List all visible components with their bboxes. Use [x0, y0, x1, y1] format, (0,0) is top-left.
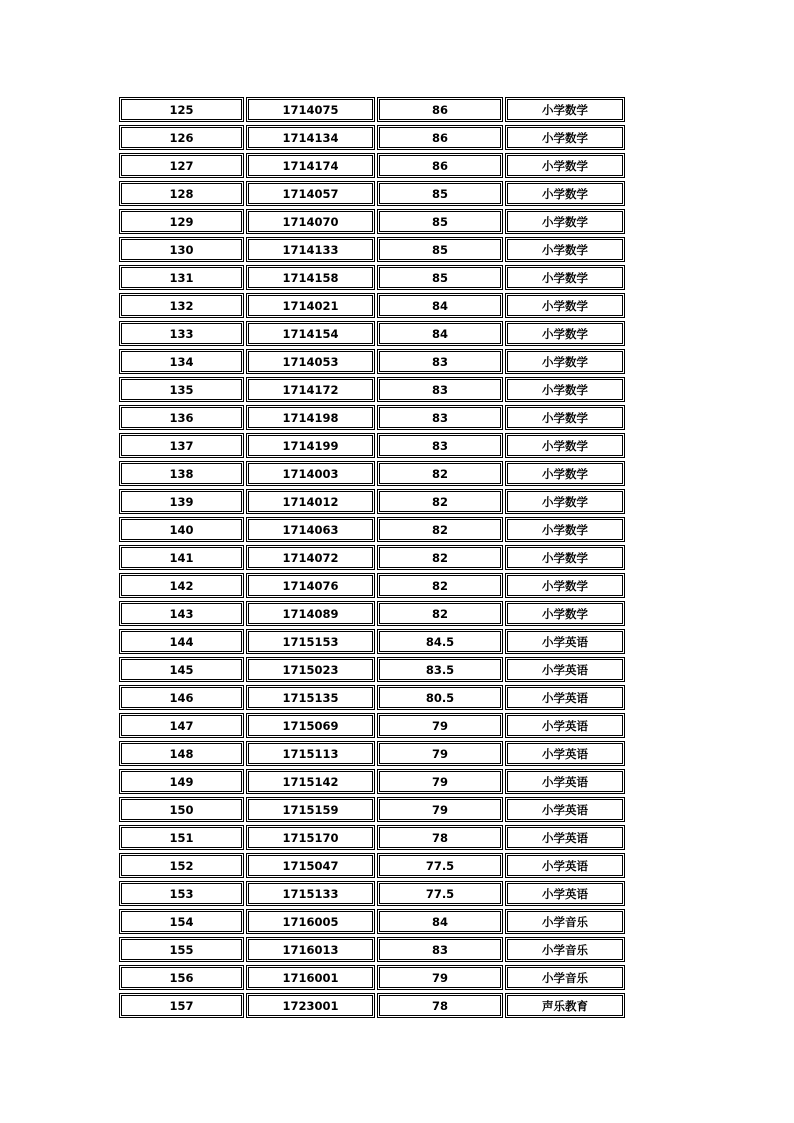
table-row	[119, 965, 625, 993]
cell-rank: 156	[119, 965, 244, 990]
cell-id: 1715153	[246, 629, 375, 654]
cell-score: 79	[377, 965, 503, 990]
cell-score: 77.5	[377, 881, 503, 906]
cell-id: 1714158	[246, 265, 375, 290]
cell-rank: 154	[119, 909, 244, 934]
cell-subject: 小学数学	[505, 181, 625, 206]
cell-subject: 声乐教育	[505, 993, 625, 1018]
cell-score: 83	[377, 937, 503, 962]
cell-id: 1715069	[246, 713, 375, 738]
table-row	[119, 601, 625, 629]
table-row	[119, 349, 625, 377]
cell-subject: 小学数学	[505, 97, 625, 122]
cell-score: 86	[377, 97, 503, 122]
cell-id: 1714063	[246, 517, 375, 542]
table-row	[119, 321, 625, 349]
cell-score: 84	[377, 293, 503, 318]
cell-score: 84	[377, 321, 503, 346]
cell-subject: 小学数学	[505, 433, 625, 458]
cell-score: 82	[377, 517, 503, 542]
cell-id: 1715170	[246, 825, 375, 850]
table-row	[119, 685, 625, 713]
cell-rank: 132	[119, 293, 244, 318]
cell-subject: 小学英语	[505, 825, 625, 850]
table-row	[119, 517, 625, 545]
cell-subject: 小学数学	[505, 321, 625, 346]
cell-id: 1714089	[246, 601, 375, 626]
table-row	[119, 853, 625, 881]
cell-score: 79	[377, 797, 503, 822]
cell-id: 1714021	[246, 293, 375, 318]
cell-id: 1723001	[246, 993, 375, 1018]
cell-subject: 小学数学	[505, 125, 625, 150]
cell-subject: 小学数学	[505, 517, 625, 542]
cell-id: 1714154	[246, 321, 375, 346]
cell-id: 1714053	[246, 349, 375, 374]
cell-rank: 149	[119, 769, 244, 794]
cell-id: 1714003	[246, 461, 375, 486]
cell-subject: 小学英语	[505, 713, 625, 738]
cell-id: 1716005	[246, 909, 375, 934]
cell-subject: 小学英语	[505, 797, 625, 822]
cell-subject: 小学音乐	[505, 909, 625, 934]
cell-score: 83	[377, 377, 503, 402]
cell-id: 1715142	[246, 769, 375, 794]
table-row	[119, 489, 625, 517]
cell-score: 77.5	[377, 853, 503, 878]
cell-subject: 小学数学	[505, 461, 625, 486]
cell-score: 83	[377, 433, 503, 458]
cell-subject: 小学数学	[505, 265, 625, 290]
cell-subject: 小学数学	[505, 153, 625, 178]
cell-id: 1716013	[246, 937, 375, 962]
cell-id: 1715135	[246, 685, 375, 710]
cell-subject: 小学英语	[505, 657, 625, 682]
cell-rank: 136	[119, 405, 244, 430]
cell-id: 1714134	[246, 125, 375, 150]
cell-score: 85	[377, 265, 503, 290]
table-row	[119, 181, 625, 209]
cell-rank: 127	[119, 153, 244, 178]
cell-subject: 小学数学	[505, 377, 625, 402]
cell-rank: 137	[119, 433, 244, 458]
cell-score: 79	[377, 769, 503, 794]
cell-score: 85	[377, 181, 503, 206]
cell-rank: 146	[119, 685, 244, 710]
cell-rank: 135	[119, 377, 244, 402]
table-row	[119, 237, 625, 265]
table-row	[119, 797, 625, 825]
cell-rank: 141	[119, 545, 244, 570]
cell-id: 1714072	[246, 545, 375, 570]
cell-rank: 130	[119, 237, 244, 262]
cell-id: 1716001	[246, 965, 375, 990]
cell-rank: 142	[119, 573, 244, 598]
cell-id: 1715047	[246, 853, 375, 878]
cell-score: 83	[377, 405, 503, 430]
cell-subject: 小学数学	[505, 573, 625, 598]
cell-id: 1714133	[246, 237, 375, 262]
cell-id: 1714057	[246, 181, 375, 206]
table-row	[119, 461, 625, 489]
cell-score: 82	[377, 489, 503, 514]
cell-score: 85	[377, 237, 503, 262]
cell-rank: 134	[119, 349, 244, 374]
table-row	[119, 657, 625, 685]
cell-rank: 151	[119, 825, 244, 850]
cell-subject: 小学数学	[505, 293, 625, 318]
cell-rank: 129	[119, 209, 244, 234]
cell-rank: 143	[119, 601, 244, 626]
cell-rank: 128	[119, 181, 244, 206]
cell-rank: 147	[119, 713, 244, 738]
table-row	[119, 993, 625, 1021]
table-row	[119, 825, 625, 853]
cell-subject: 小学数学	[505, 405, 625, 430]
cell-id: 1714070	[246, 209, 375, 234]
cell-subject: 小学音乐	[505, 965, 625, 990]
cell-id: 1714199	[246, 433, 375, 458]
cell-subject: 小学英语	[505, 741, 625, 766]
cell-rank: 140	[119, 517, 244, 542]
table-row	[119, 125, 625, 153]
table-row	[119, 377, 625, 405]
cell-rank: 153	[119, 881, 244, 906]
cell-rank: 152	[119, 853, 244, 878]
cell-score: 82	[377, 573, 503, 598]
cell-rank: 148	[119, 741, 244, 766]
cell-subject: 小学数学	[505, 601, 625, 626]
cell-subject: 小学数学	[505, 349, 625, 374]
cell-score: 78	[377, 825, 503, 850]
table-row	[119, 433, 625, 461]
table-row	[119, 741, 625, 769]
cell-id: 1715113	[246, 741, 375, 766]
cell-id: 1715159	[246, 797, 375, 822]
cell-subject: 小学英语	[505, 685, 625, 710]
cell-rank: 126	[119, 125, 244, 150]
cell-rank: 139	[119, 489, 244, 514]
table-row	[119, 909, 625, 937]
cell-subject: 小学英语	[505, 881, 625, 906]
table-row	[119, 937, 625, 965]
cell-rank: 144	[119, 629, 244, 654]
table-row	[119, 881, 625, 909]
cell-id: 1714198	[246, 405, 375, 430]
cell-subject: 小学英语	[505, 769, 625, 794]
cell-rank: 150	[119, 797, 244, 822]
cell-score: 83.5	[377, 657, 503, 682]
table-row	[119, 405, 625, 433]
table-row	[119, 713, 625, 741]
cell-score: 85	[377, 209, 503, 234]
cell-subject: 小学数学	[505, 209, 625, 234]
cell-rank: 138	[119, 461, 244, 486]
cell-id: 1714172	[246, 377, 375, 402]
cell-id: 1715023	[246, 657, 375, 682]
table-row	[119, 209, 625, 237]
cell-score: 83	[377, 349, 503, 374]
table-row	[119, 153, 625, 181]
table-row	[119, 545, 625, 573]
cell-score: 86	[377, 153, 503, 178]
table-row	[119, 769, 625, 797]
cell-score: 82	[377, 601, 503, 626]
cell-score: 78	[377, 993, 503, 1018]
cell-subject: 小学英语	[505, 853, 625, 878]
cell-subject: 小学数学	[505, 237, 625, 262]
cell-score: 84.5	[377, 629, 503, 654]
cell-rank: 157	[119, 993, 244, 1018]
cell-score: 80.5	[377, 685, 503, 710]
cell-rank: 145	[119, 657, 244, 682]
cell-id: 1714076	[246, 573, 375, 598]
cell-score: 84	[377, 909, 503, 934]
cell-id: 1715133	[246, 881, 375, 906]
cell-subject: 小学数学	[505, 489, 625, 514]
cell-rank: 125	[119, 97, 244, 122]
table-row	[119, 97, 625, 125]
cell-subject: 小学英语	[505, 629, 625, 654]
table-row	[119, 573, 625, 601]
cell-score: 79	[377, 713, 503, 738]
table-row	[119, 629, 625, 657]
cell-subject: 小学音乐	[505, 937, 625, 962]
cell-rank: 131	[119, 265, 244, 290]
table-row	[119, 265, 625, 293]
table-row	[119, 293, 625, 321]
cell-score: 79	[377, 741, 503, 766]
cell-rank: 155	[119, 937, 244, 962]
cell-id: 1714174	[246, 153, 375, 178]
cell-subject: 小学数学	[505, 545, 625, 570]
cell-score: 82	[377, 545, 503, 570]
cell-id: 1714075	[246, 97, 375, 122]
score-table	[119, 97, 625, 1021]
cell-id: 1714012	[246, 489, 375, 514]
cell-score: 82	[377, 461, 503, 486]
cell-rank: 133	[119, 321, 244, 346]
cell-score: 86	[377, 125, 503, 150]
